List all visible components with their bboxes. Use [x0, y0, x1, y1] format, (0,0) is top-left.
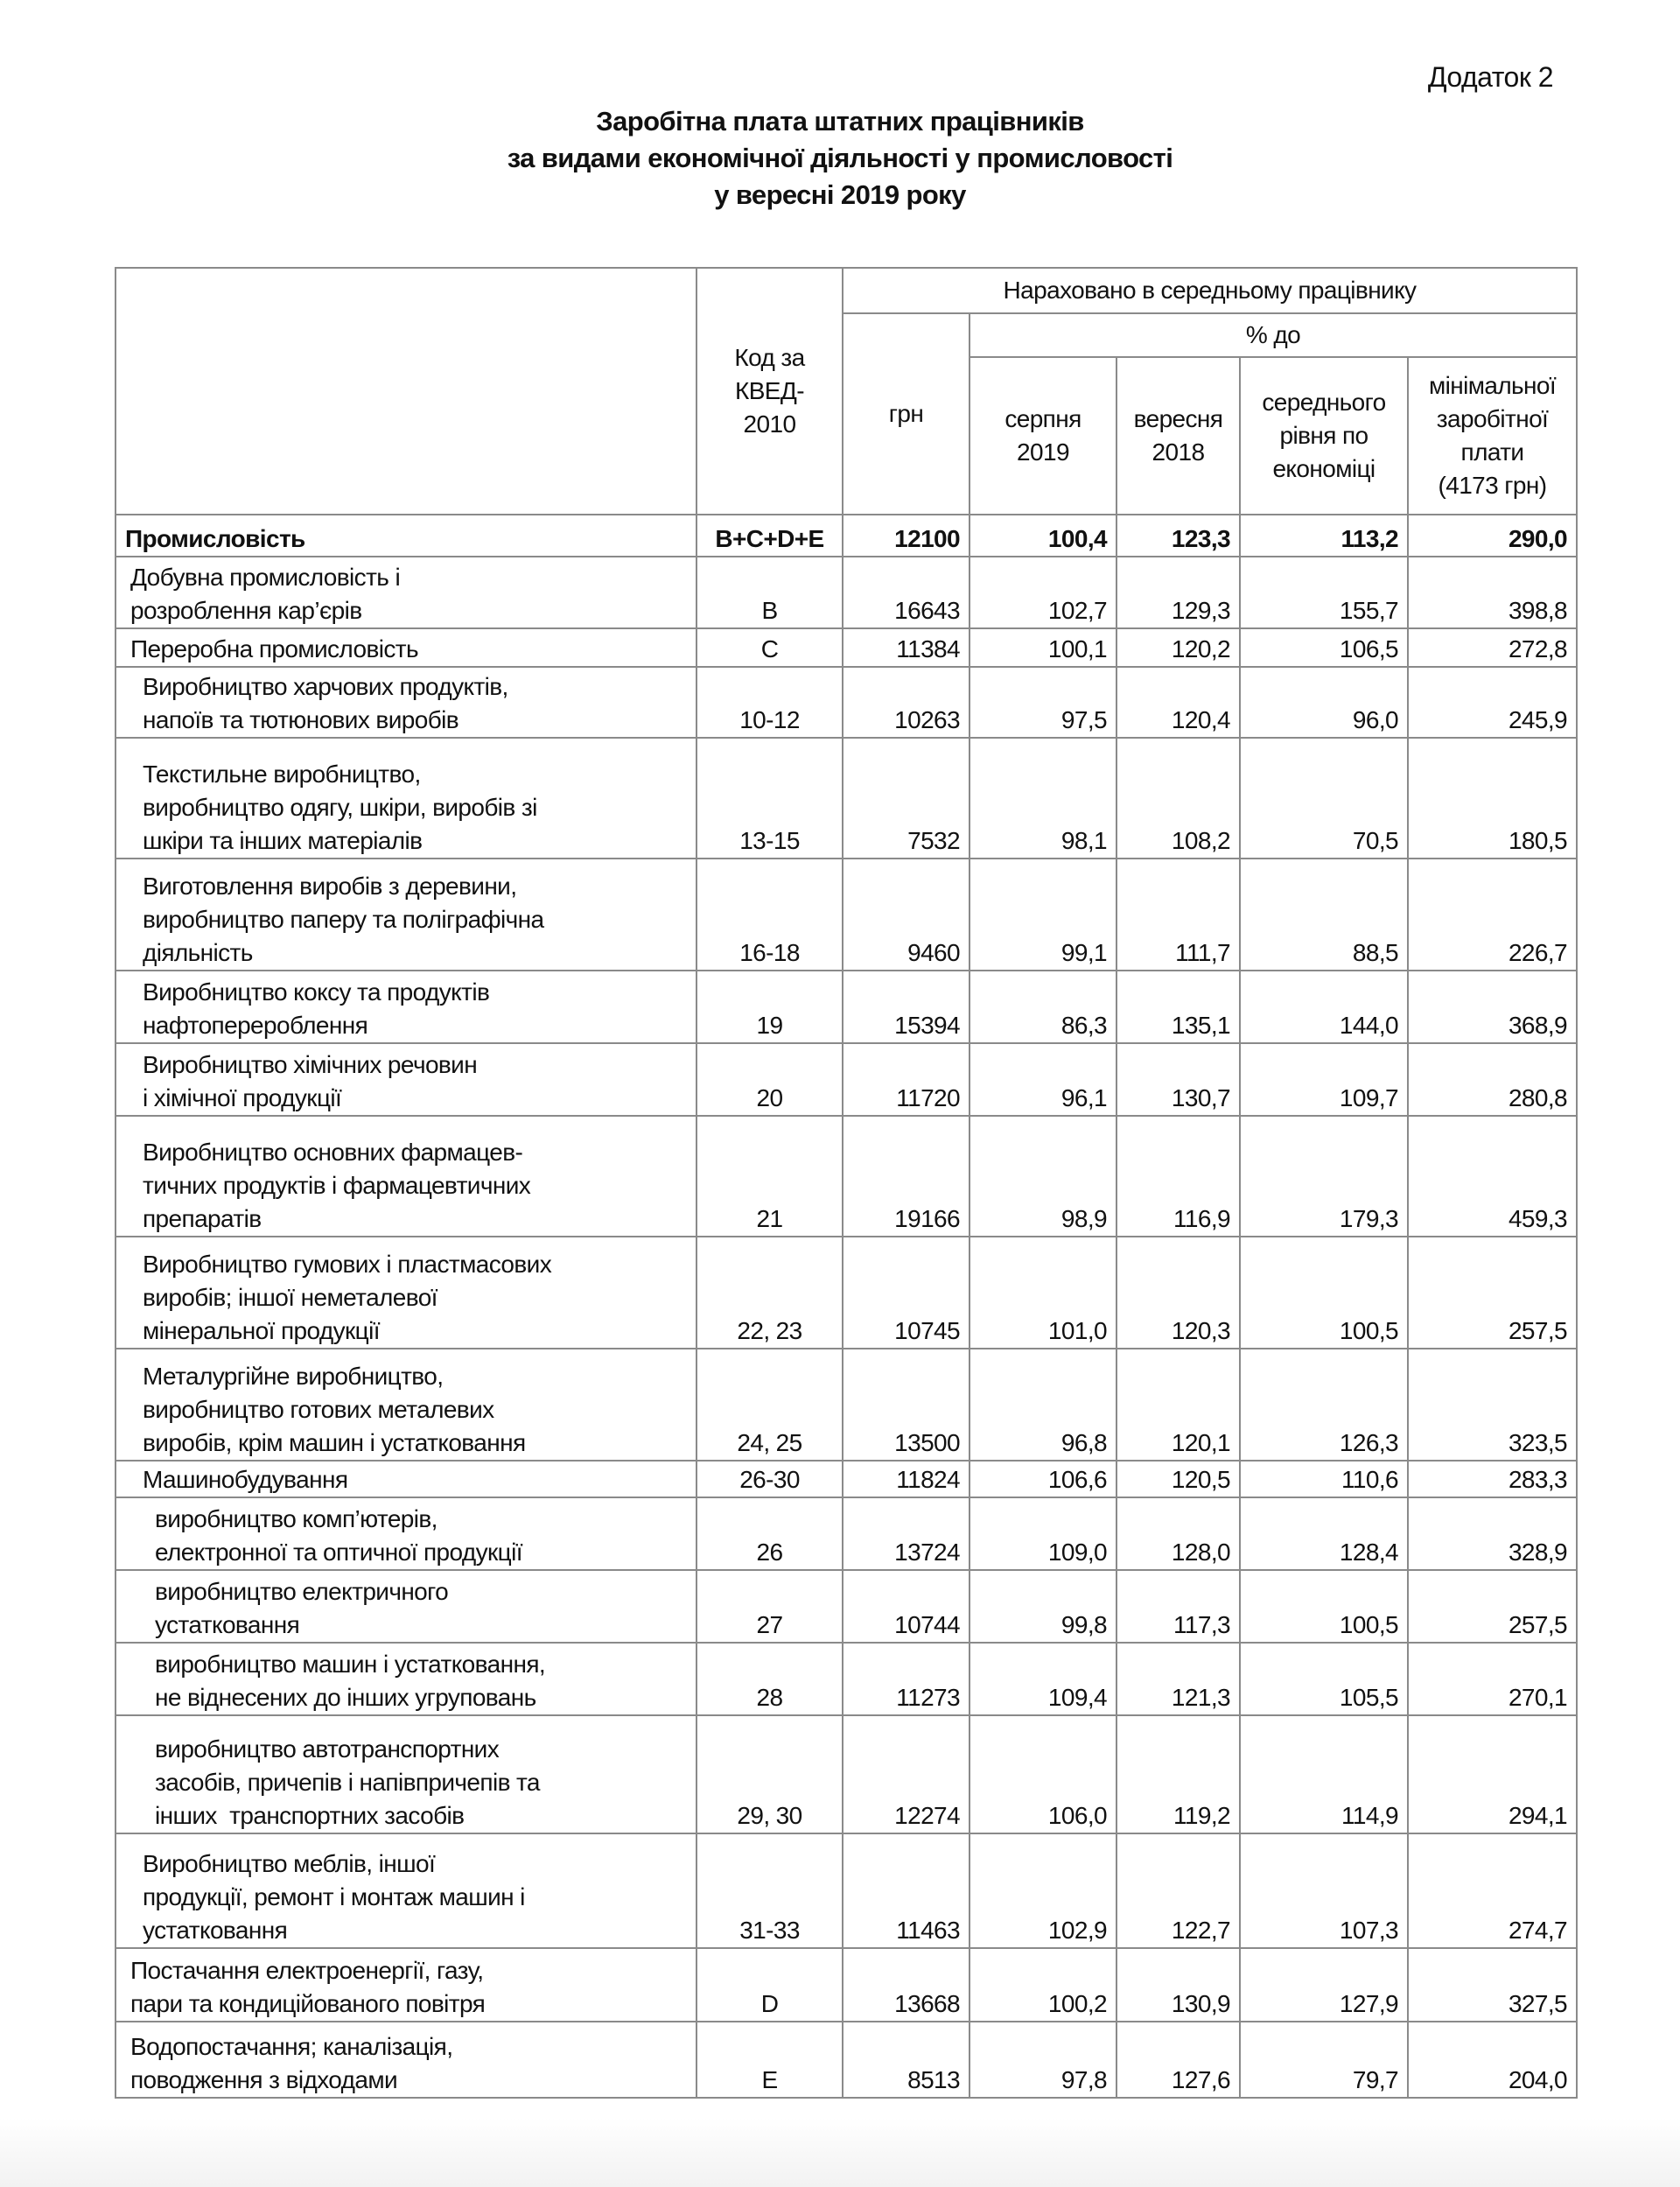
activity-name-line: розроблення кар’єрів: [130, 597, 362, 624]
pct-aug-2019: 99,1: [970, 859, 1116, 971]
pct-sep-2018: 122,7: [1116, 1833, 1240, 1948]
activity-name: [116, 515, 696, 557]
wage-uah: 10745: [843, 1237, 970, 1349]
kved-code: 26-30: [696, 1461, 843, 1497]
pct-aug-2019: 106,6: [970, 1461, 1116, 1497]
activity-name-line: устатковання: [143, 1917, 288, 1944]
pct-avg-economy: 113,2: [1240, 515, 1408, 557]
header-code: [696, 268, 843, 515]
pct-min-wage: 459,3: [1408, 1116, 1577, 1237]
pct-aug-2019: 100,2: [970, 1948, 1116, 2022]
pct-avg-economy: 127,9: [1240, 1948, 1408, 2022]
header-min-wage: [1408, 357, 1577, 515]
pct-min-wage: 280,8: [1408, 1043, 1577, 1116]
wage-uah: 10744: [843, 1570, 970, 1643]
activity-name-line: виробництво комп’ютерів,: [155, 1505, 438, 1532]
table-row: [116, 557, 1577, 628]
wage-uah: 9460: [843, 859, 970, 971]
pct-min-wage: 328,9: [1408, 1497, 1577, 1570]
activity-name-line: препаратів: [143, 1205, 262, 1232]
table-row: [116, 971, 1577, 1043]
pct-aug-2019: 97,5: [970, 667, 1116, 738]
kved-code: 27: [696, 1570, 843, 1643]
kved-code: B: [696, 557, 843, 628]
pct-min-wage: 257,5: [1408, 1570, 1577, 1643]
header-code-line: Код за: [734, 344, 805, 371]
pct-aug-2019: 102,7: [970, 557, 1116, 628]
activity-name-line: Машинобудування: [143, 1466, 348, 1493]
header-sep2018: [1116, 357, 1240, 515]
pct-aug-2019: 109,0: [970, 1497, 1116, 1570]
activity-name-line: Виробництво гумових і пластмасових: [143, 1251, 552, 1278]
kved-code: 29, 30: [696, 1715, 843, 1833]
header-line: середнього: [1262, 389, 1386, 416]
pct-sep-2018: 120,5: [1116, 1461, 1240, 1497]
activity-name-line: виробництво автотранспортних: [155, 1735, 500, 1763]
activity-name: [116, 557, 696, 628]
activity-name: [116, 1116, 696, 1237]
pct-avg-economy: 106,5: [1240, 628, 1408, 667]
pct-sep-2018: 127,6: [1116, 2022, 1240, 2098]
activity-name-line: діяльність: [143, 939, 253, 966]
activity-name: [116, 1948, 696, 2022]
activity-name-line: засобів, причепів і напівпричепів та: [155, 1769, 540, 1796]
activity-name: [116, 1497, 696, 1570]
activity-name-line: мінеральної продукції: [143, 1317, 380, 1344]
pct-min-wage: 290,0: [1408, 515, 1577, 557]
activity-name-line: Виробництво хімічних речовин: [143, 1051, 478, 1078]
pct-aug-2019: 106,0: [970, 1715, 1116, 1833]
wage-uah: 7532: [843, 738, 970, 859]
appendix-label: Додаток 2: [1427, 61, 1553, 93]
activity-name: [116, 971, 696, 1043]
activity-name: [116, 1570, 696, 1643]
activity-name-line: Виробництво харчових продуктів,: [143, 673, 508, 700]
activity-name-line: Добувна промисловість і: [130, 564, 401, 591]
activity-name-line: продукції, ремонт і монтаж машин і: [143, 1883, 525, 1910]
pct-min-wage: 274,7: [1408, 1833, 1577, 1948]
activity-name-line: Текстильне виробництво,: [143, 761, 421, 788]
activity-name-line: виробництво машин і устатковання,: [155, 1651, 546, 1678]
activity-name: [116, 628, 696, 667]
header-line: заробітної: [1436, 405, 1549, 432]
activity-name-line: виробів; іншої неметалевої: [143, 1284, 438, 1311]
header-line: серпня: [1004, 405, 1082, 432]
kved-code: 26: [696, 1497, 843, 1570]
activity-name-line: Переробна промисловість: [130, 635, 418, 662]
kved-code: 31-33: [696, 1833, 843, 1948]
pct-avg-economy: 114,9: [1240, 1715, 1408, 1833]
kved-code: 21: [696, 1116, 843, 1237]
pct-avg-economy: 179,3: [1240, 1116, 1408, 1237]
kved-code: D: [696, 1948, 843, 2022]
pct-aug-2019: 101,0: [970, 1237, 1116, 1349]
table-row: [116, 2022, 1577, 2098]
table-row: [116, 1833, 1577, 1948]
table-row: [116, 1948, 1577, 2022]
activity-name-line: шкіри та інших матеріалів: [143, 827, 423, 854]
header-line: (4173 грн): [1438, 472, 1547, 499]
wage-uah: 13724: [843, 1497, 970, 1570]
header-avg-economy: [1240, 357, 1408, 515]
pct-sep-2018: 120,2: [1116, 628, 1240, 667]
kved-code: C: [696, 628, 843, 667]
header-line: 2018: [1152, 438, 1205, 466]
pct-avg-economy: 128,4: [1240, 1497, 1408, 1570]
header-uah: грн: [843, 313, 970, 515]
header-aug2019: [970, 357, 1116, 515]
pct-aug-2019: 96,8: [970, 1349, 1116, 1461]
kved-code: B+C+D+E: [696, 515, 843, 557]
pct-sep-2018: 120,1: [1116, 1349, 1240, 1461]
activity-name: [116, 1237, 696, 1349]
kved-code: 28: [696, 1643, 843, 1715]
pct-min-wage: 226,7: [1408, 859, 1577, 971]
pct-avg-economy: 144,0: [1240, 971, 1408, 1043]
wages-table: [115, 267, 1578, 2099]
kved-code: 13-15: [696, 738, 843, 859]
wage-uah: 12274: [843, 1715, 970, 1833]
pct-avg-economy: 70,5: [1240, 738, 1408, 859]
table-row: [116, 738, 1577, 859]
wage-uah: 19166: [843, 1116, 970, 1237]
kved-code: 20: [696, 1043, 843, 1116]
table-row: [116, 515, 1577, 557]
activity-name: [116, 859, 696, 971]
kved-code: E: [696, 2022, 843, 2098]
header-percent-to: % до: [970, 313, 1577, 357]
table-row: [116, 1237, 1577, 1349]
pct-aug-2019: 97,8: [970, 2022, 1116, 2098]
table-row: [116, 667, 1577, 738]
activity-name-line: виробництво готових металевих: [143, 1396, 494, 1423]
pct-aug-2019: 102,9: [970, 1833, 1116, 1948]
header-activity: [116, 268, 696, 515]
wage-uah: 10263: [843, 667, 970, 738]
pct-sep-2018: 128,0: [1116, 1497, 1240, 1570]
activity-name-line: виробництво одягу, шкіри, виробів зі: [143, 794, 537, 821]
pct-min-wage: 323,5: [1408, 1349, 1577, 1461]
pct-avg-economy: 155,7: [1240, 557, 1408, 628]
header-line: вересня: [1133, 405, 1223, 432]
pct-avg-economy: 88,5: [1240, 859, 1408, 971]
table-row: [116, 1043, 1577, 1116]
activity-name-line: Промисловість: [125, 525, 305, 552]
title-line-1: Заробітна плата штатних працівників: [596, 106, 1084, 137]
pct-avg-economy: 96,0: [1240, 667, 1408, 738]
wage-uah: 11824: [843, 1461, 970, 1497]
wage-uah: 11273: [843, 1643, 970, 1715]
header-line: рівня по: [1279, 422, 1368, 449]
pct-sep-2018: 135,1: [1116, 971, 1240, 1043]
kved-code: 10-12: [696, 667, 843, 738]
activity-name-line: електронної та оптичної продукції: [155, 1539, 522, 1566]
table-body: [116, 515, 1577, 2098]
activity-name-line: тичних продуктів і фармацевтичних: [143, 1172, 531, 1199]
activity-name-line: пари та кондиційованого повітря: [130, 1990, 486, 2017]
pct-min-wage: 368,9: [1408, 971, 1577, 1043]
pct-aug-2019: 96,1: [970, 1043, 1116, 1116]
activity-name-line: Водопостачання; каналізація,: [130, 2033, 453, 2060]
pct-avg-economy: 109,7: [1240, 1043, 1408, 1116]
activity-name-line: Виробництво меблів, іншої: [143, 1850, 436, 1877]
kved-code: 16-18: [696, 859, 843, 971]
pct-sep-2018: 108,2: [1116, 738, 1240, 859]
pct-avg-economy: 79,7: [1240, 2022, 1408, 2098]
pct-sep-2018: 117,3: [1116, 1570, 1240, 1643]
wage-uah: 11384: [843, 628, 970, 667]
activity-name-line: Металургійне виробництво,: [143, 1363, 444, 1390]
activity-name-line: виробництво електричного: [155, 1578, 449, 1605]
activity-name: [116, 738, 696, 859]
wage-uah: 13668: [843, 1948, 970, 2022]
pct-avg-economy: 110,6: [1240, 1461, 1408, 1497]
activity-name: [116, 1833, 696, 1948]
activity-name-line: устатковання: [155, 1611, 300, 1638]
pct-sep-2018: 130,7: [1116, 1043, 1240, 1116]
pct-sep-2018: 120,4: [1116, 667, 1240, 738]
pct-aug-2019: 98,9: [970, 1116, 1116, 1237]
table-row: [116, 859, 1577, 971]
activity-name-line: інших транспортних засобів: [155, 1802, 465, 1829]
header-code-line: 2010: [743, 410, 796, 438]
activity-name-line: виробництво паперу та поліграфічна: [143, 906, 544, 933]
activity-name: [116, 667, 696, 738]
kved-code: 22, 23: [696, 1237, 843, 1349]
kved-code: 19: [696, 971, 843, 1043]
pct-aug-2019: 86,3: [970, 971, 1116, 1043]
pct-avg-economy: 100,5: [1240, 1570, 1408, 1643]
pct-aug-2019: 99,8: [970, 1570, 1116, 1643]
table-row: [116, 1643, 1577, 1715]
wage-uah: 11720: [843, 1043, 970, 1116]
kved-code: 24, 25: [696, 1349, 843, 1461]
pct-min-wage: 283,3: [1408, 1461, 1577, 1497]
table-row: [116, 1349, 1577, 1461]
header-code-line: КВЕД-: [735, 377, 804, 404]
activity-name-line: не віднесених до інших угруповань: [155, 1684, 536, 1711]
pct-sep-2018: 116,9: [1116, 1116, 1240, 1237]
document-title: [0, 103, 1680, 214]
pct-min-wage: 327,5: [1408, 1948, 1577, 2022]
table-row: [116, 1715, 1577, 1833]
table-row: [116, 1461, 1577, 1497]
activity-name-line: напоїв та тютюнових виробів: [143, 706, 459, 733]
pct-sep-2018: 123,3: [1116, 515, 1240, 557]
activity-name: [116, 1461, 696, 1497]
activity-name: [116, 1349, 696, 1461]
activity-name: [116, 1715, 696, 1833]
activity-name: [116, 1643, 696, 1715]
activity-name-line: нафтоперероблення: [143, 1012, 368, 1039]
activity-name-line: і хімічної продукції: [143, 1084, 342, 1111]
pct-min-wage: 294,1: [1408, 1715, 1577, 1833]
wage-uah: 15394: [843, 971, 970, 1043]
table-row: [116, 628, 1577, 667]
header-line: мінімальної: [1428, 372, 1557, 399]
header-line: економіці: [1272, 455, 1376, 482]
wage-uah: 8513: [843, 2022, 970, 2098]
pct-aug-2019: 109,4: [970, 1643, 1116, 1715]
title-line-3: у вересні 2019 року: [714, 179, 966, 210]
activity-name-line: Виробництво основних фармацев-: [143, 1139, 523, 1166]
pct-sep-2018: 129,3: [1116, 557, 1240, 628]
pct-min-wage: 257,5: [1408, 1237, 1577, 1349]
pct-min-wage: 398,8: [1408, 557, 1577, 628]
activity-name-line: поводження з відходами: [130, 2066, 398, 2093]
pct-min-wage: 270,1: [1408, 1643, 1577, 1715]
wage-uah: 13500: [843, 1349, 970, 1461]
header-line: плати: [1460, 438, 1524, 466]
header-line: 2019: [1017, 438, 1069, 466]
activity-name: [116, 2022, 696, 2098]
pct-min-wage: 180,5: [1408, 738, 1577, 859]
pct-min-wage: 245,9: [1408, 667, 1577, 738]
pct-aug-2019: 98,1: [970, 738, 1116, 859]
table-row: [116, 1497, 1577, 1570]
activity-name-line: Виготовлення виробів з деревини,: [143, 873, 517, 900]
pct-sep-2018: 130,9: [1116, 1948, 1240, 2022]
activity-name: [116, 1043, 696, 1116]
title-line-2: за видами економічної діяльності у промисловості: [507, 143, 1173, 173]
pct-min-wage: 272,8: [1408, 628, 1577, 667]
pct-aug-2019: 100,1: [970, 628, 1116, 667]
pct-avg-economy: 100,5: [1240, 1237, 1408, 1349]
pct-sep-2018: 121,3: [1116, 1643, 1240, 1715]
activity-name-line: Виробництво коксу та продуктів: [143, 978, 490, 1006]
pct-avg-economy: 107,3: [1240, 1833, 1408, 1948]
pct-avg-economy: 126,3: [1240, 1349, 1408, 1461]
activity-name-line: виробів, крім машин і устатковання: [143, 1429, 526, 1456]
pct-avg-economy: 105,5: [1240, 1643, 1408, 1715]
header-accrued: Нараховано в середньому працівнику: [843, 268, 1577, 313]
table-row: [116, 1570, 1577, 1643]
activity-name-line: Постачання електроенергії, газу,: [130, 1957, 484, 1984]
pct-aug-2019: 100,4: [970, 515, 1116, 557]
pct-min-wage: 204,0: [1408, 2022, 1577, 2098]
wage-uah: 16643: [843, 557, 970, 628]
pct-sep-2018: 111,7: [1116, 859, 1240, 971]
wage-uah: 12100: [843, 515, 970, 557]
pct-sep-2018: 119,2: [1116, 1715, 1240, 1833]
table-row: [116, 1116, 1577, 1237]
wage-uah: 11463: [843, 1833, 970, 1948]
pct-sep-2018: 120,3: [1116, 1237, 1240, 1349]
